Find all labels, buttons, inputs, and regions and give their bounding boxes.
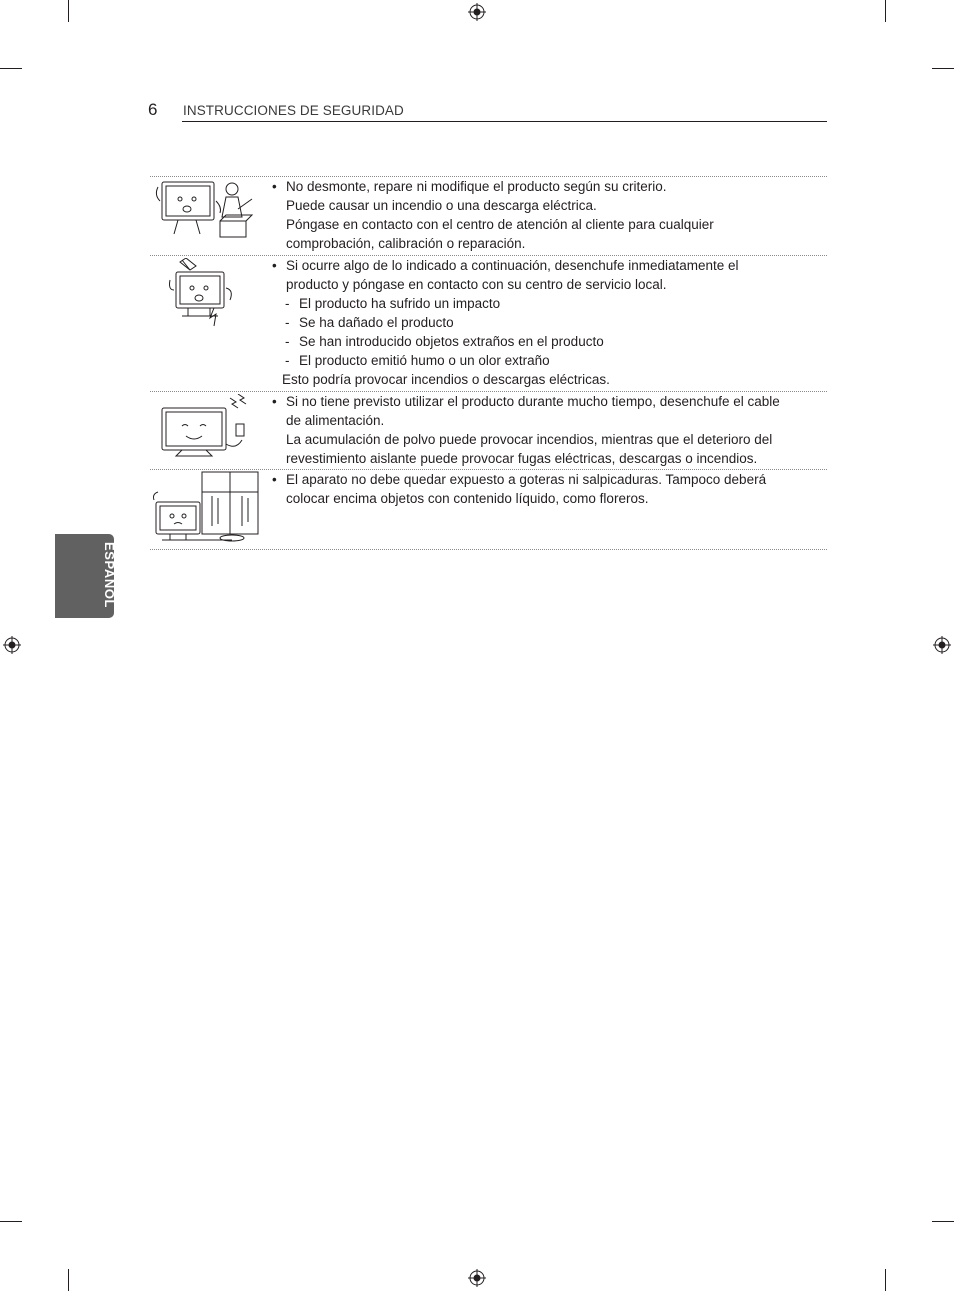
- safety-instructions-table: [150, 176, 827, 550]
- safety-row: [150, 391, 827, 469]
- list-item: El producto ha sufrido un impacto: [299, 296, 501, 311]
- safety-text: [272, 470, 827, 508]
- instruction-text: Si no tiene previsto utilizar el producto durante mucho tiempo, desenchufe el cable: [286, 394, 780, 409]
- safety-text: [272, 256, 827, 389]
- instruction-text: Póngase en contacto con el centro de atención al cliente para cualquier: [286, 217, 714, 232]
- list-item: El producto emitió humo o un olor extraño: [299, 353, 550, 368]
- registration-mark-icon: [468, 3, 486, 21]
- dash-marker: -: [285, 315, 290, 330]
- registration-mark-icon: [468, 1269, 486, 1287]
- safety-row: [150, 469, 827, 550]
- section-title: INSTRUCCIONES DE SEGURIDAD: [183, 103, 404, 118]
- list-item: Se ha dañado el producto: [299, 315, 454, 330]
- crop-mark: [0, 1221, 22, 1222]
- crop-mark: [0, 68, 22, 69]
- dash-marker: -: [285, 296, 290, 311]
- instruction-text: No desmonte, repare ni modifique el producto según su criterio.: [286, 179, 667, 194]
- instruction-text: Puede causar un incendio o una descarga eléctrica.: [286, 198, 597, 213]
- bullet-icon: •: [272, 179, 277, 194]
- crop-mark: [68, 1269, 69, 1291]
- dash-marker: -: [285, 334, 290, 349]
- instruction-text: El aparato no debe quedar expuesto a goteras ni salpicaduras. Tampoco deberá: [286, 472, 767, 487]
- list-item: Se han introducido objetos extraños en el producto: [299, 334, 604, 349]
- tv-water-illustration-icon: [152, 470, 260, 546]
- bullet-icon: •: [272, 258, 277, 273]
- crop-mark: [932, 68, 954, 69]
- header-divider: [182, 121, 827, 122]
- crop-mark: [885, 1269, 886, 1291]
- instruction-text: producto y póngase en contacto con su centro de servicio local.: [286, 277, 667, 292]
- instruction-text: colocar encima objetos con contenido líquido, como floreros.: [286, 491, 649, 506]
- tv-damaged-illustration-icon: [152, 258, 260, 328]
- instruction-text: de alimentación.: [286, 413, 385, 428]
- safety-row: [150, 255, 827, 391]
- warning-note: Esto podría provocar incendios o descargas eléctricas.: [282, 372, 610, 387]
- instruction-text: La acumulación de polvo puede provocar incendios, mientras que el deterioro del: [286, 432, 773, 447]
- registration-mark-icon: [933, 636, 951, 654]
- registration-mark-icon: [3, 636, 21, 654]
- instruction-text: Si ocurre algo de lo indicado a continuación, desenchufe inmediatamente el: [286, 258, 739, 273]
- crop-mark: [932, 1221, 954, 1222]
- dash-marker: -: [285, 353, 290, 368]
- bullet-icon: •: [272, 394, 277, 409]
- safety-text: [272, 177, 827, 253]
- bullet-icon: •: [272, 472, 277, 487]
- page-number: 6: [148, 100, 158, 119]
- tv-repair-illustration-icon: [152, 179, 260, 245]
- instruction-text: revestimiento aislante puede provocar fugas eléctricas, descargas o incendios.: [286, 451, 758, 466]
- crop-mark: [68, 0, 69, 22]
- language-tab-label: ESPAÑOL: [102, 542, 117, 609]
- safety-row: [150, 176, 827, 255]
- crop-mark: [885, 0, 886, 22]
- tv-unplugged-illustration-icon: [152, 394, 260, 462]
- instruction-text: comprobación, calibración o reparación.: [286, 236, 526, 251]
- safety-text: [272, 392, 827, 468]
